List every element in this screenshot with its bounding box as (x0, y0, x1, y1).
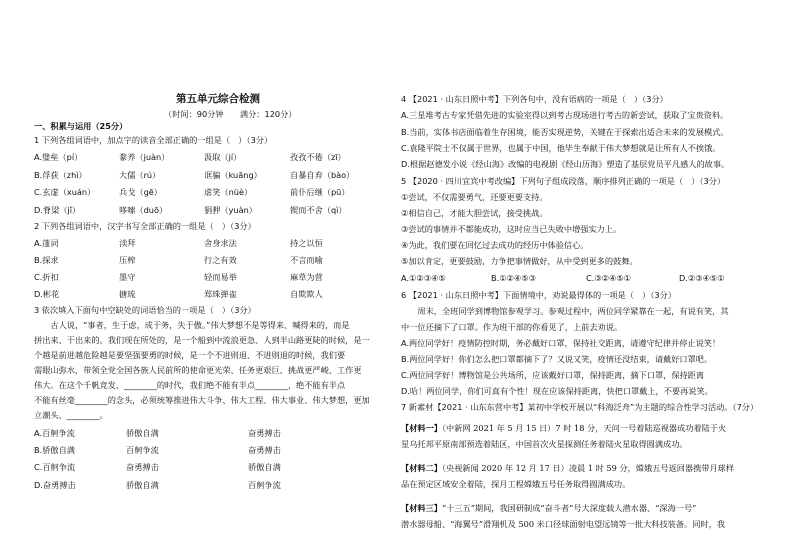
material-1-line (401, 423, 726, 434)
q4-option-a: A.三星堆考古专家凭借先进的实验室得以到考古现场进行考古的新尝试，获取了宝贵资料。 (401, 110, 729, 120)
q1-a-4: 孜孜不倦（zī） (290, 152, 346, 162)
q3-d-1: D.奋勇搏击 (34, 480, 76, 490)
q3-passage-line: 伟大。在这个千帆竞发、________的时代，我们绝不能有半点________，绝不能有半点 (34, 380, 346, 390)
q3-b-1: B.骄傲自满 (34, 445, 75, 455)
q1-a-1: A.璧垒（pí） (34, 152, 83, 162)
q1-c-3: 虐笑（nüè） (204, 187, 253, 197)
q5-option-d: D.②③④⑤① (679, 273, 725, 283)
q1-d-4: 锲而不舍（qì） (290, 205, 347, 215)
q2-b-2: 压榨 (119, 255, 136, 265)
q3-c-1: C.百舸争流 (34, 462, 76, 472)
material-2-label: 【材料二】 (401, 463, 442, 473)
q6-option-a: A.两位同学好！疫情防控时期，务必戴好口罩，保持社交距离，请遵守纪律并停止说笑！ (401, 338, 721, 348)
q3-passage-line: 古人说，“事者，生于虑，成于务，失于傲。”伟大梦想不是等得来、喊得来的，而是 (34, 320, 350, 330)
material-1-text: （中新网 2021 年 5 月 15 日）7 时 18 分，天问一号着陆巡视器成功着陆于火 (441, 423, 727, 433)
material-3-text: “十三五”期间，我国研制成“奋斗者”号大深度载人潜水器、“深海一号” (441, 503, 697, 513)
q2-b-4: 不言而喻 (290, 255, 323, 265)
q4-option-d: D.根据赵德发小说《经山海》改编的电视剧《经山历海》塑造了基层党员平凡感人的故事。 (401, 159, 730, 169)
q3-d-3: 百舸争流 (248, 480, 281, 490)
material-2-line (401, 463, 734, 474)
q1-d-1: D.脊梁（jǐ） (34, 205, 81, 215)
q3-a-3: 奋勇搏击 (248, 428, 281, 438)
question-1: 1 下列各组词语中，加点字的读音全部正确的一组是（ ）（3分） (34, 135, 273, 145)
q4-option-c: C.袁隆平院士不仅属于世界，也属于中国，他毕生奉献于伟大梦想就是让所有人不挨饿。 (401, 143, 721, 153)
question-6: 6 【2021 · 山东日照中考】下面情境中，劝说最得体的一项是（ ）（3分） (401, 290, 677, 300)
question-7: 7 新素材【2021 · 山东东营中考】某初中学校开展以“科海泛舟”为主题的综合性学习活动。（7分） (401, 402, 759, 412)
question-3: 3 依次填入下面句中空缺处的词语恰当的一项是（ ）（3分） (34, 305, 256, 315)
q1-a-2: 豢养（juàn） (119, 152, 170, 162)
q2-c-1: C.折扣 (34, 272, 59, 282)
q5-option-a: A.①②③④⑤ (401, 273, 446, 283)
material-3-line: 潜水器母船、“海翼号”滑翔机及 500 米口径球面射电望远镜等一批大科技装备。同时，我 (401, 519, 725, 529)
q4-option-b: B.当前，实体书店面临着生存困境，能否实现逆势，关键在于探索出适合未来的发展模式。 (401, 127, 729, 137)
material-3-line (401, 503, 696, 514)
q1-b-4: 自暴自弃（bào） (290, 170, 355, 180)
question-4: 4 【2021 · 山东日照中考】下列各句中，没有语病的一项是（ ）（3分） (401, 94, 668, 104)
q3-b-3: 奋勇搏击 (248, 445, 281, 455)
q1-a-3: 汲取（jí） (204, 152, 242, 162)
q3-a-1: A.百舸争流 (34, 428, 75, 438)
q6-option-c: C.两位同学好！博物馆是公共场所，应该戴好口罩，保持距离，摘下口罩，保持距离 (401, 370, 705, 380)
q1-b-2: 大儒（rú） (119, 170, 161, 180)
exam-subtitle: （时间：90分钟 满分：120分） (164, 109, 297, 119)
q5-item: ③尝试的事情并不都能成功，这时应当已失败中增强实力上。 (401, 224, 622, 234)
q6-option-d: D.哈！两位同学，你们可真有个性！现在应该保持距离，快把口罩戴上，不要再说笑。 (401, 386, 713, 396)
q2-a-4: 持之以恒 (290, 238, 323, 248)
question-5: 5 【2020 · 四川宜宾中考改编】下列句子组成段落，顺序排列正确的一项是（ ）（3分） (401, 176, 726, 186)
q2-c-3: 轻而易举 (204, 272, 237, 282)
q3-c-2: 奋勇搏击 (126, 462, 159, 472)
q3-passage-line: 不能有丝毫________的念头，必须统筹推进伟大斗争、伟大工程、伟大事业、伟大梦想，更加 (34, 395, 370, 405)
q1-d-2: 哆嗦（duō） (119, 205, 168, 215)
q2-c-4: 麻草为营 (290, 272, 323, 282)
q2-a-1: A.蓬词 (34, 238, 59, 248)
q2-b-3: 行之有效 (204, 255, 237, 265)
material-2-line: 品在预定区域安全着陆，探月工程嫦娥五号任务取得圆满成功。 (401, 479, 631, 489)
q3-c-3: 骄傲自满 (248, 462, 281, 472)
material-1-label: 【材料一】 (401, 423, 442, 433)
q3-passage-line: 立潮头、________。 (34, 410, 108, 420)
q1-c-4: 前仆后继（pū） (290, 187, 350, 197)
q3-passage-line: 个越是前进越危险越是要坚强要勇的时候，是一个不进则退、不进则退的时候，我们要 (34, 350, 346, 360)
q1-c-2: 兵戈（gē） (119, 187, 162, 197)
q5-option-c: C.③②④⑤① (586, 273, 632, 283)
q5-item: ⑤加以肯定，更要鼓励，力争把事情做好，从中受到更多的鼓舞。 (401, 256, 638, 266)
q2-d-2: 搪琉 (119, 289, 136, 299)
q3-passage-line: 需眼山弥水，带领全党全国各族人民前所的使命更光荣、任务更艰巨、挑战更严峻、工作更 (34, 365, 362, 375)
q1-b-1: B.俘获（zhì） (34, 170, 87, 180)
q2-a-2: 渎拜 (119, 238, 136, 248)
q3-b-2: 百舸争流 (126, 445, 159, 455)
q5-item: ②相信自己，才能大胆尝试，接受挑战。 (401, 208, 548, 218)
q2-d-1: D.彬花 (34, 289, 60, 299)
question-2: 2 下列各组词语中，汉字书写全部正确的一组是（ ）（3分） (34, 221, 256, 231)
q2-c-2: 墨守 (119, 272, 136, 282)
q3-a-2: 骄傲自满 (126, 428, 159, 438)
exam-title: 第五单元综合检测 (176, 93, 260, 105)
q2-d-3: 郑珠弹雀 (204, 289, 237, 299)
q6-passage-line: 中一位还摘下了口罩。作为班干部的你看见了，上前去劝说。 (401, 322, 623, 332)
q5-options (401, 273, 769, 284)
q1-b-3: 诓骗（kuāng） (204, 170, 262, 180)
q2-a-3: 舍身求法 (204, 238, 237, 248)
material-1-line: 星乌托邦平原南部预选着陆区，中国首次火星探测任务着陆火星取得圆满成功。 (401, 439, 688, 449)
q6-option-b: B.两位同学好！你们怎么把口罩都摘下了？又说又笑，疫情还没结束，请戴好口罩吧。 (401, 354, 713, 364)
q2-d-4: 自欺欺人 (290, 289, 323, 299)
q5-option-b: B.①②④⑤③ (491, 273, 536, 283)
q5-item: ④为此，我们要在回忆过去成功的经历中体验信心。 (401, 240, 589, 250)
q2-b-1: B.探求 (34, 255, 59, 265)
q1-d-3: 狷狎（yuàn） (204, 205, 257, 215)
q3-d-2: 骄傲自满 (126, 480, 159, 490)
q6-passage-line: 周末，全班同学到博物馆参观学习。参观过程中，两位同学紧靠在一起，有说有笑，其 (401, 306, 729, 316)
section-heading: 一、积累与运用（25分） (34, 121, 128, 131)
q3-passage-line: 拼出来、干出来的。我们现在所处的，是一个船到中流浪更急、人到半山路更陡的时候，是一 (34, 335, 370, 345)
q5-item: ①尝试，不仅需要勇气，还要更要支持。 (401, 192, 548, 202)
q1-c-1: C.玄虚（xuán） (34, 187, 96, 197)
material-2-text: （央视新闻 2020 年 12 月 17 日）凌晨 1 时 59 分，嫦娥五号返回器携带月球样 (441, 463, 735, 473)
material-3-label: 【材料三】 (401, 503, 442, 513)
